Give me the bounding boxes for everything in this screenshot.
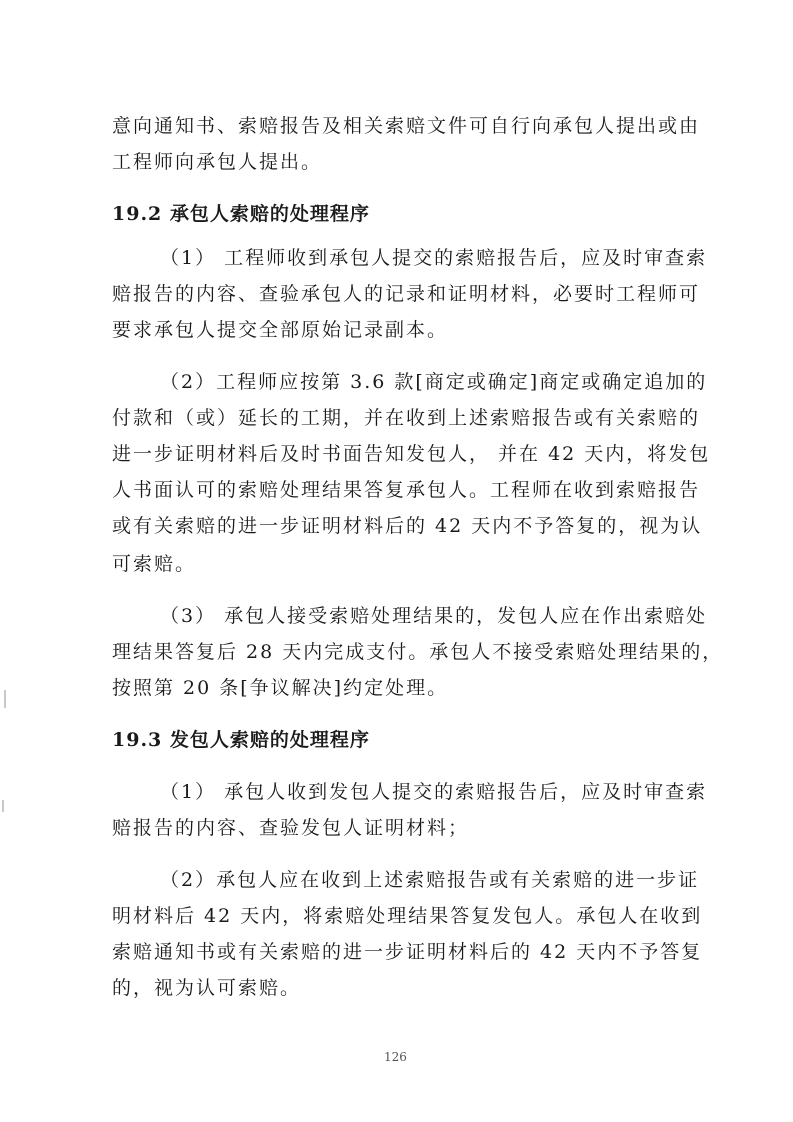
body-text-line: （1） 工程师收到承包人提交的索赔报告后，应及时审查索 <box>160 247 708 269</box>
body-text-line: 赔报告的内容、查验发包人证明材料； <box>112 817 470 839</box>
body-text-line: 明材料后 42 天内，将索赔处理结果答复发包人。承包人在收到 <box>112 905 703 927</box>
body-text-line: 按照第 20 条[争议解决]约定处理。 <box>112 677 449 699</box>
body-text-line: 要求承包人提交全部原始记录副本。 <box>112 319 449 341</box>
body-text-line: 或有关索赔的进一步证明材料后的 42 天内不予答复的，视为认 <box>112 515 703 537</box>
body-text-line: 进一步证明材料后及时书面告知发包人， 并在 42 天内，将发包 <box>112 443 711 465</box>
body-text-line: 人书面认可的索赔处理结果答复承包人。工程师在收到索赔报告 <box>112 479 701 501</box>
body-text-line: （3） 承包人接受索赔处理结果的，发包人应在作出索赔处 <box>160 605 708 627</box>
body-text-line: 的，视为认可索赔。 <box>112 977 302 999</box>
body-text-line: （2）工程师应按第 3.6 款[商定或确定]商定或确定追加的 <box>160 371 708 393</box>
section-heading-19-3: 19.3 发包人索赔的处理程序 <box>112 729 370 751</box>
body-text-line: 付款和（或）延长的工期，并在收到上述索赔报告或有关索赔的 <box>112 407 701 429</box>
body-text-line: 工程师向承包人提出。 <box>112 151 323 173</box>
scan-speck <box>2 800 4 812</box>
page-number: 126 <box>384 1050 407 1064</box>
body-text-line: 理结果答复后 28 天内完成支付。承包人不接受索赔处理结果的， <box>112 641 724 663</box>
scan-speck <box>4 690 6 708</box>
body-text-line: 意向通知书、索赔报告及相关索赔文件可自行向承包人提出或由 <box>112 115 701 137</box>
body-text-line: 赔报告的内容、查验承包人的记录和证明材料，必要时工程师可 <box>112 283 701 305</box>
body-text-line: （1） 承包人收到发包人提交的索赔报告后，应及时审查索 <box>160 781 708 803</box>
body-text-line: 可索赔。 <box>112 553 197 575</box>
body-text-line: 索赔通知书或有关索赔的进一步证明材料后的 42 天内不予答复 <box>112 941 703 963</box>
section-heading-19-2: 19.2 承包人索赔的处理程序 <box>112 203 370 225</box>
body-text-line: （2）承包人应在收到上述索赔报告或有关索赔的进一步证 <box>160 869 700 891</box>
